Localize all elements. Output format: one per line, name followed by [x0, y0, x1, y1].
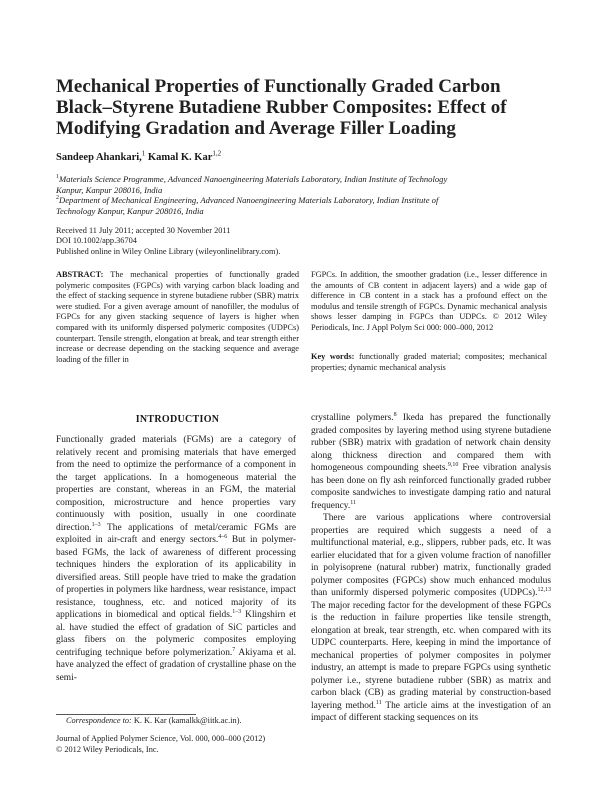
keywords-text: functionally graded material; composites; mechanical properties; dynamic mechanical analysis — [311, 352, 548, 372]
affiliation — [56, 195, 546, 216]
keywords-label: Key words: — [311, 352, 355, 361]
journal-info — [56, 734, 265, 755]
published-online: Published online in Wiley Online Library (wileyonlinelibrary.com). — [56, 246, 281, 256]
body-column-right — [311, 412, 551, 725]
correspondence-label: Correspondence to: — [66, 716, 132, 725]
body-column-left — [56, 434, 296, 684]
keywords — [311, 352, 547, 373]
doi: DOI 10.1002/app.36704 — [56, 236, 137, 246]
footnote-divider — [56, 714, 196, 715]
paragraph: crystalline polymers.$^8$ Ikeda has prepared the functionally graded composites by layering method using styrene butadiene rubber (SBR) matrix with gradation of network chain density along thickness direction and compared them with homogeneous compounding sheets.$^{9,10}$ Free vibration analysis has been done on fly ash reinforced functionally graded rubber composite sandwiches to investigate damping ratio and natural frequency.$^{11}$ — [311, 411, 552, 511]
received-info — [56, 226, 280, 257]
title-line: Modifying Gradation and Average Filler Loading — [56, 118, 456, 139]
affiliation-mark: 1 — [56, 174, 59, 181]
received-date: Received 11 July 2011; accepted 30 November 2011 — [56, 226, 231, 235]
affiliation-line: Technology Kanpur, Kanpur 208016, India — [56, 205, 204, 216]
paragraph: Functionally graded materials (FGMs) are a category of relatively recent and promising materials that have emerged from the need to optimize the performance of a component in the target applications. In a homogeneous material the properties are constant, whereas in an FGM, the material composition, microstructure and hence properties vary continuously with position, usually in one coordinate direction.$^{1-3}$ The applications of metal/ceramic FGMs are exploited in air-craft and energy sectors.$^{4-6}$ But in polymer-based FGMs, the lack of awareness of different processing techniques hinders the exploration of its applicability in diversified areas. Still people have tried to make the gradation of properties in polymers like hardness, wear resistance, impact resistance, toughness, etc. and noticed majority of its applications in biomedical and optical fields.$^{1-3}$ Klingshirn et al. have studied the effect of gradation of SiC particles and glass fibers on the polymeric composites employing centrifuging technique before polymerization.$^7$ Akiyama et al. have analyzed the effect of gradation of crystalline phase on the semi- — [56, 435, 297, 683]
author-name: Kamal K. Kar — [145, 152, 213, 163]
correspondence-footnote — [66, 716, 242, 725]
affiliation-line: Department of Mechanical Engineering, Advanced Nanoengineering Materials Laboratory, Indian Institute of — [59, 195, 439, 205]
abstract-label: ABSTRACT: — [56, 270, 104, 279]
affiliation-line: Materials Science Programme, Advanced Nanoengineering Materials Laboratory, Indian Institute of Technology — [59, 174, 448, 184]
correspondence-text: K. K. Kar (kamalkk@iitk.ac.in). — [131, 716, 242, 725]
author-name: Sandeep Ahankari, — [56, 152, 142, 163]
section-heading: INTRODUCTION — [135, 414, 220, 425]
title-line: Mechanical Properties of Functionally Graded Carbon — [56, 76, 501, 97]
affiliation-line: Kanpur, Kanpur 208016, India — [56, 184, 163, 195]
article-title — [56, 76, 556, 139]
title-line: Black–Styrene Butadiene Rubber Composites: Effect of — [56, 97, 507, 118]
abstract-right: FGPCs. In addition, the smoother gradation (i.e., lesser difference in the amounts of CB content in adjacent layers) and a wide gap of difference in CB content in a stack has a profound effect on the modulus and tensile strength of FGPCs. Dynamic mechanical analysis shows lesser damping in FGPCs than UDPCs. © 2012 Wiley Periodicals, Inc. J Appl Polym Sci 000: 000–000, 2012 — [311, 270, 547, 332]
author-affil-mark: 1,2 — [212, 149, 222, 158]
author-affil-mark: 1 — [141, 149, 146, 158]
author-list — [56, 149, 222, 163]
affiliation — [56, 174, 546, 195]
copyright: © 2012 Wiley Periodicals, Inc. — [56, 744, 159, 754]
affiliation-mark: 2 — [56, 195, 59, 202]
paragraph: There are various applications where controversial properties are required which suggests a need of a multifunctional material, e.g., slippers, rubber pads, etc. It was earlier elucidated that for a given volume fraction of nanofiller in polyisoprene (natural rubber) matrix, functionally graded polymer composites (FGPCs) show much enhanced modulus than uniformly dispersed polymeric composites (UDPCs).$^{12,13}$ The major receding factor for the development of these FGPCs is the reduction in failure properties like tensile strength, elongation at break, tear strength, etc. when compared with its UDPC counterparts. Here, keeping in mind the importance of mechanical properties of polymer composites in polymer industry, an attempt is made to prepare FGPCs using synthetic polymer i.e., styrene butadiene rubber (SBR) as matrix and carbon black (CB) as grading material by construction-based layering method.$^{11}$ The article aims at the investigation of an impact of different stacking sequences on its — [311, 513, 551, 723]
journal-citation: Journal of Applied Polymer Science, Vol. 000, 000–000 (2012) — [56, 734, 266, 743]
abstract-text: The mechanical properties of functionally graded polymeric composites (FGPCs) with varying carbon black loading and the effect of stacking sequence in styrene butadiene rubber (SBR) matrix were studied. For a given average amount of nanofiller, the modulus of FGPCs for any given stacking sequence of layers is higher when compared with its uniformly dispersed polymeric composites (UDPCs) counterpart. Tensile strength, elongation at break, and tear strength either increase or decrease depending on the stacking sequence and average loading of the filler in — [56, 270, 299, 364]
abstract-left — [56, 270, 299, 365]
